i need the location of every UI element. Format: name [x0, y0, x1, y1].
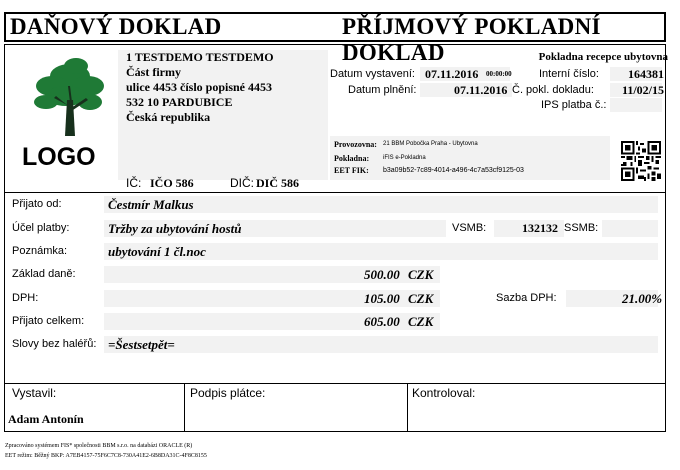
note-value: ubytování 1 čl.noc	[108, 244, 206, 259]
footer-eet-line: EET režim: Běžný BKP: A7EB4157-75F6C7C8-730A41E2-6B8DA31C-4F8C8155	[5, 453, 207, 459]
payer-signature-label: Podpis plátce:	[190, 386, 266, 400]
issued-date-value: 07.11.2016	[425, 67, 479, 81]
doc-number-value: 11/02/15	[621, 83, 664, 97]
total-label: Přijato celkem:	[12, 315, 85, 327]
total-currency: CZK	[408, 314, 434, 329]
company-street: ulice 4453 číslo popisné 4453	[126, 80, 273, 94]
details-separator	[4, 192, 666, 193]
receipt-title: PŘÍJMOVÝ POKLADNÍ DOKLAD	[342, 14, 601, 65]
dic-value: DIČ 586	[256, 176, 300, 190]
vsmb-label: VSMB:	[452, 222, 487, 234]
received-from-value: Čestmír Malkus	[108, 197, 194, 212]
note-label: Poznámka:	[12, 245, 68, 257]
company-country: Česká republika	[126, 110, 211, 124]
internal-number-label: Interní číslo:	[539, 68, 599, 80]
tax-base-value: 500.00	[364, 267, 400, 282]
doc-number-label: Č. pokl. dokladu:	[512, 84, 594, 96]
logo-text: LOGO	[22, 143, 96, 171]
tax-document-title: DAŇOVÝ DOKLAD	[10, 14, 222, 39]
purpose-value: Tržby za ubytování hostů	[108, 221, 242, 236]
eet-register-label: Pokladna:	[334, 154, 370, 163]
company-name: 1 TESTDEMO TESTDEMO	[126, 50, 274, 64]
ssmb-label: SSMB:	[564, 222, 599, 234]
register-title: Pokladna recepce ubytovna	[538, 51, 668, 63]
issued-time-value: 00:00:00	[486, 70, 512, 78]
vat-currency: CZK	[408, 291, 434, 306]
tree-icon	[30, 56, 110, 140]
ico-label: IČ:	[126, 176, 142, 190]
issued-by-label: Vystavil:	[12, 386, 57, 400]
vat-rate-value: 21.00%	[622, 291, 663, 306]
ico-value: IČO 586	[150, 176, 194, 190]
ssmb-bg	[602, 220, 658, 237]
fulfilled-date-value: 07.11.2016	[454, 83, 508, 97]
tax-base-label: Základ daně:	[12, 268, 76, 280]
vsmb-value: 132132	[522, 221, 558, 235]
premises-value: 21 BBM Pobočka Praha - Ubytovna	[383, 141, 478, 147]
purpose-label: Účel platby:	[12, 222, 70, 234]
vat-rate-label: Sazba DPH:	[496, 292, 557, 304]
ips-value-bg	[610, 98, 662, 112]
amount-in-words-label: Slovy bez haléřů:	[12, 338, 97, 350]
signature-separator	[4, 383, 666, 384]
company-city: 532 10 PARDUBICE	[126, 95, 233, 109]
company-part: Část firmy	[126, 65, 181, 79]
footer-system-line: Zpracováno systémem FIS* společnosti BBM s.r.o. na databázi ORACLE (R)	[5, 443, 193, 449]
received-from-label: Přijato od:	[12, 198, 62, 210]
qr-code-icon	[621, 141, 661, 181]
fulfilled-date-label: Datum plnění:	[348, 84, 417, 96]
issued-by-value: Adam Antonín	[8, 412, 84, 426]
premises-label: Provozovna:	[334, 140, 377, 149]
fik-value: b3a09b52-7c89-4014-a496-4c7a53cf9125-03	[383, 167, 524, 174]
dic-label: DIČ:	[230, 176, 254, 190]
signature-divider-2	[407, 383, 408, 431]
fik-label: EET FIK:	[334, 166, 369, 175]
issued-date-label: Datum vystavení:	[330, 68, 415, 80]
vat-label: DPH:	[12, 292, 39, 304]
tax-base-currency: CZK	[408, 267, 434, 282]
total-value: 605.00	[364, 314, 400, 329]
signature-divider-1	[184, 383, 185, 431]
eet-register-value: iFIS e-Pokladna	[383, 155, 426, 161]
vat-value: 105.00	[364, 291, 400, 306]
amount-in-words-value: =Šestsetpět=	[108, 337, 175, 352]
amount-in-words-bg	[104, 336, 658, 353]
ips-label: IPS platba č.:	[541, 99, 607, 111]
internal-number-value: 164381	[628, 67, 664, 81]
checked-by-label: Kontroloval:	[412, 386, 476, 400]
